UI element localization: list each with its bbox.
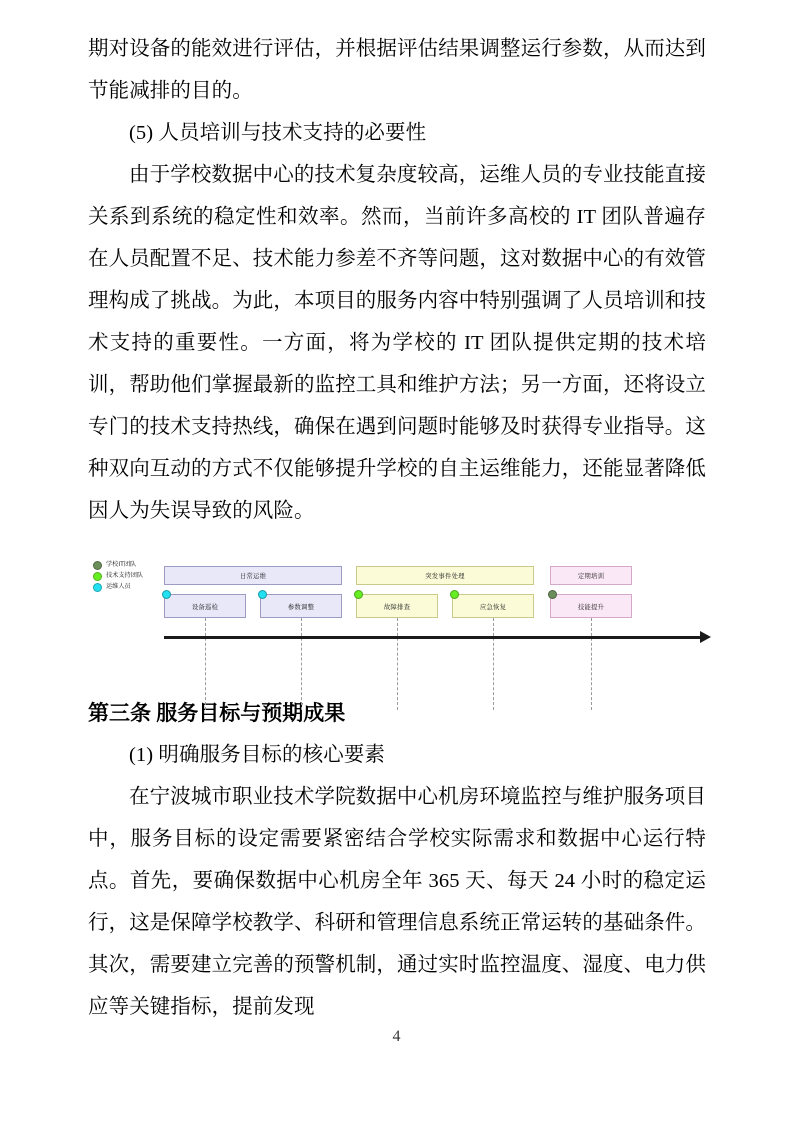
legend-dot-icon [93,583,102,592]
task-box-fault-diagnosis: 故障排查 [356,594,438,618]
task-box-skill-improvement: 技能提升 [550,594,632,618]
phase-box-incident-handling: 突发事件处理 [356,566,534,585]
task-box-parameter-adjustment: 参数调整 [260,594,342,618]
task-marker-dot [354,590,363,599]
paragraph-service-goals: 在宁波城市职业技术学院数据中心机房环境监控与维护服务项目中，服务目标的设定需要紧密结合学校实际需求和数据中心运行特点。首先，要确保数据中心机房全年 365 天、每天 24 小时的稳定运行，这是保障学校教学、科研和管理信息系统正常运转的基础条件。其次，需要建立完善的预警机制，通过实时监控温度、湿度、电力供应等关键指标，提前发现 [88,786,706,1018]
page-number: 4 [392,1028,401,1045]
diagram-legend [93,560,175,593]
timeline-drop-line [205,618,206,710]
legend-label: 学校IT团队 [106,561,137,568]
document-content [88,28,706,1028]
task-marker-dot [162,590,171,599]
timeline-drop-line [397,618,398,710]
legend-item [93,571,175,581]
timeline-drop-line [301,618,302,710]
task-box-emergency-recovery: 应急恢复 [452,594,534,618]
legend-item [93,560,175,570]
task-box-equipment-inspection: 设备巡检 [164,594,246,618]
timeline-arrow-icon [700,631,711,643]
legend-dot-icon [93,561,102,570]
legend-label: 技术支持团队 [106,572,144,579]
paragraph-training-support: 由于学校数据中心的技术复杂度较高，运维人员的专业技能直接关系到系统的稳定性和效率。然而，当前许多高校的 IT 团队普遍存在人员配置不足、技术能力参差不齐等问题，这对数据中心的有效管理构成了挑战。为此，本项目的服务内容中特别强调了人员培训和技术支持的重要性。一方面，将为学校的 IT 团队提供定期的技术培训，帮助他们掌握最新的监控工具和维护方法；另一方面，还将设立专门的技术支持热线，确保在遇到问题时能够及时获得专业指导。这种双向互动的方式不仅能够提升学校的自主运维能力，还能显著降低因人为失误导致的风险。 [88,164,706,522]
timeline-drop-line [591,618,592,710]
task-marker-dot [548,590,557,599]
timeline-diagram [88,552,706,712]
timeline-drop-line [493,618,494,710]
legend-dot-icon [93,572,102,581]
legend-label: 运维人员 [106,583,131,590]
section-heading-article-3: 第三条 服务目标与预期成果 [88,701,346,725]
task-marker-dot [450,590,459,599]
paragraph-continuation: 期对设备的能效进行评估，并根据评估结果调整运行参数，从而达到节能减排的目的。 [88,38,706,102]
subsection-heading-1: (1) 明确服务目标的核心要素 [129,744,386,766]
phase-box-regular-training: 定期培训 [550,566,632,585]
subsection-heading-5: (5) 人员培训与技术支持的必要性 [129,122,427,144]
task-marker-dot [258,590,267,599]
phase-box-daily-ops: 日常运维 [164,566,342,585]
timeline-axis-line [164,636,702,639]
